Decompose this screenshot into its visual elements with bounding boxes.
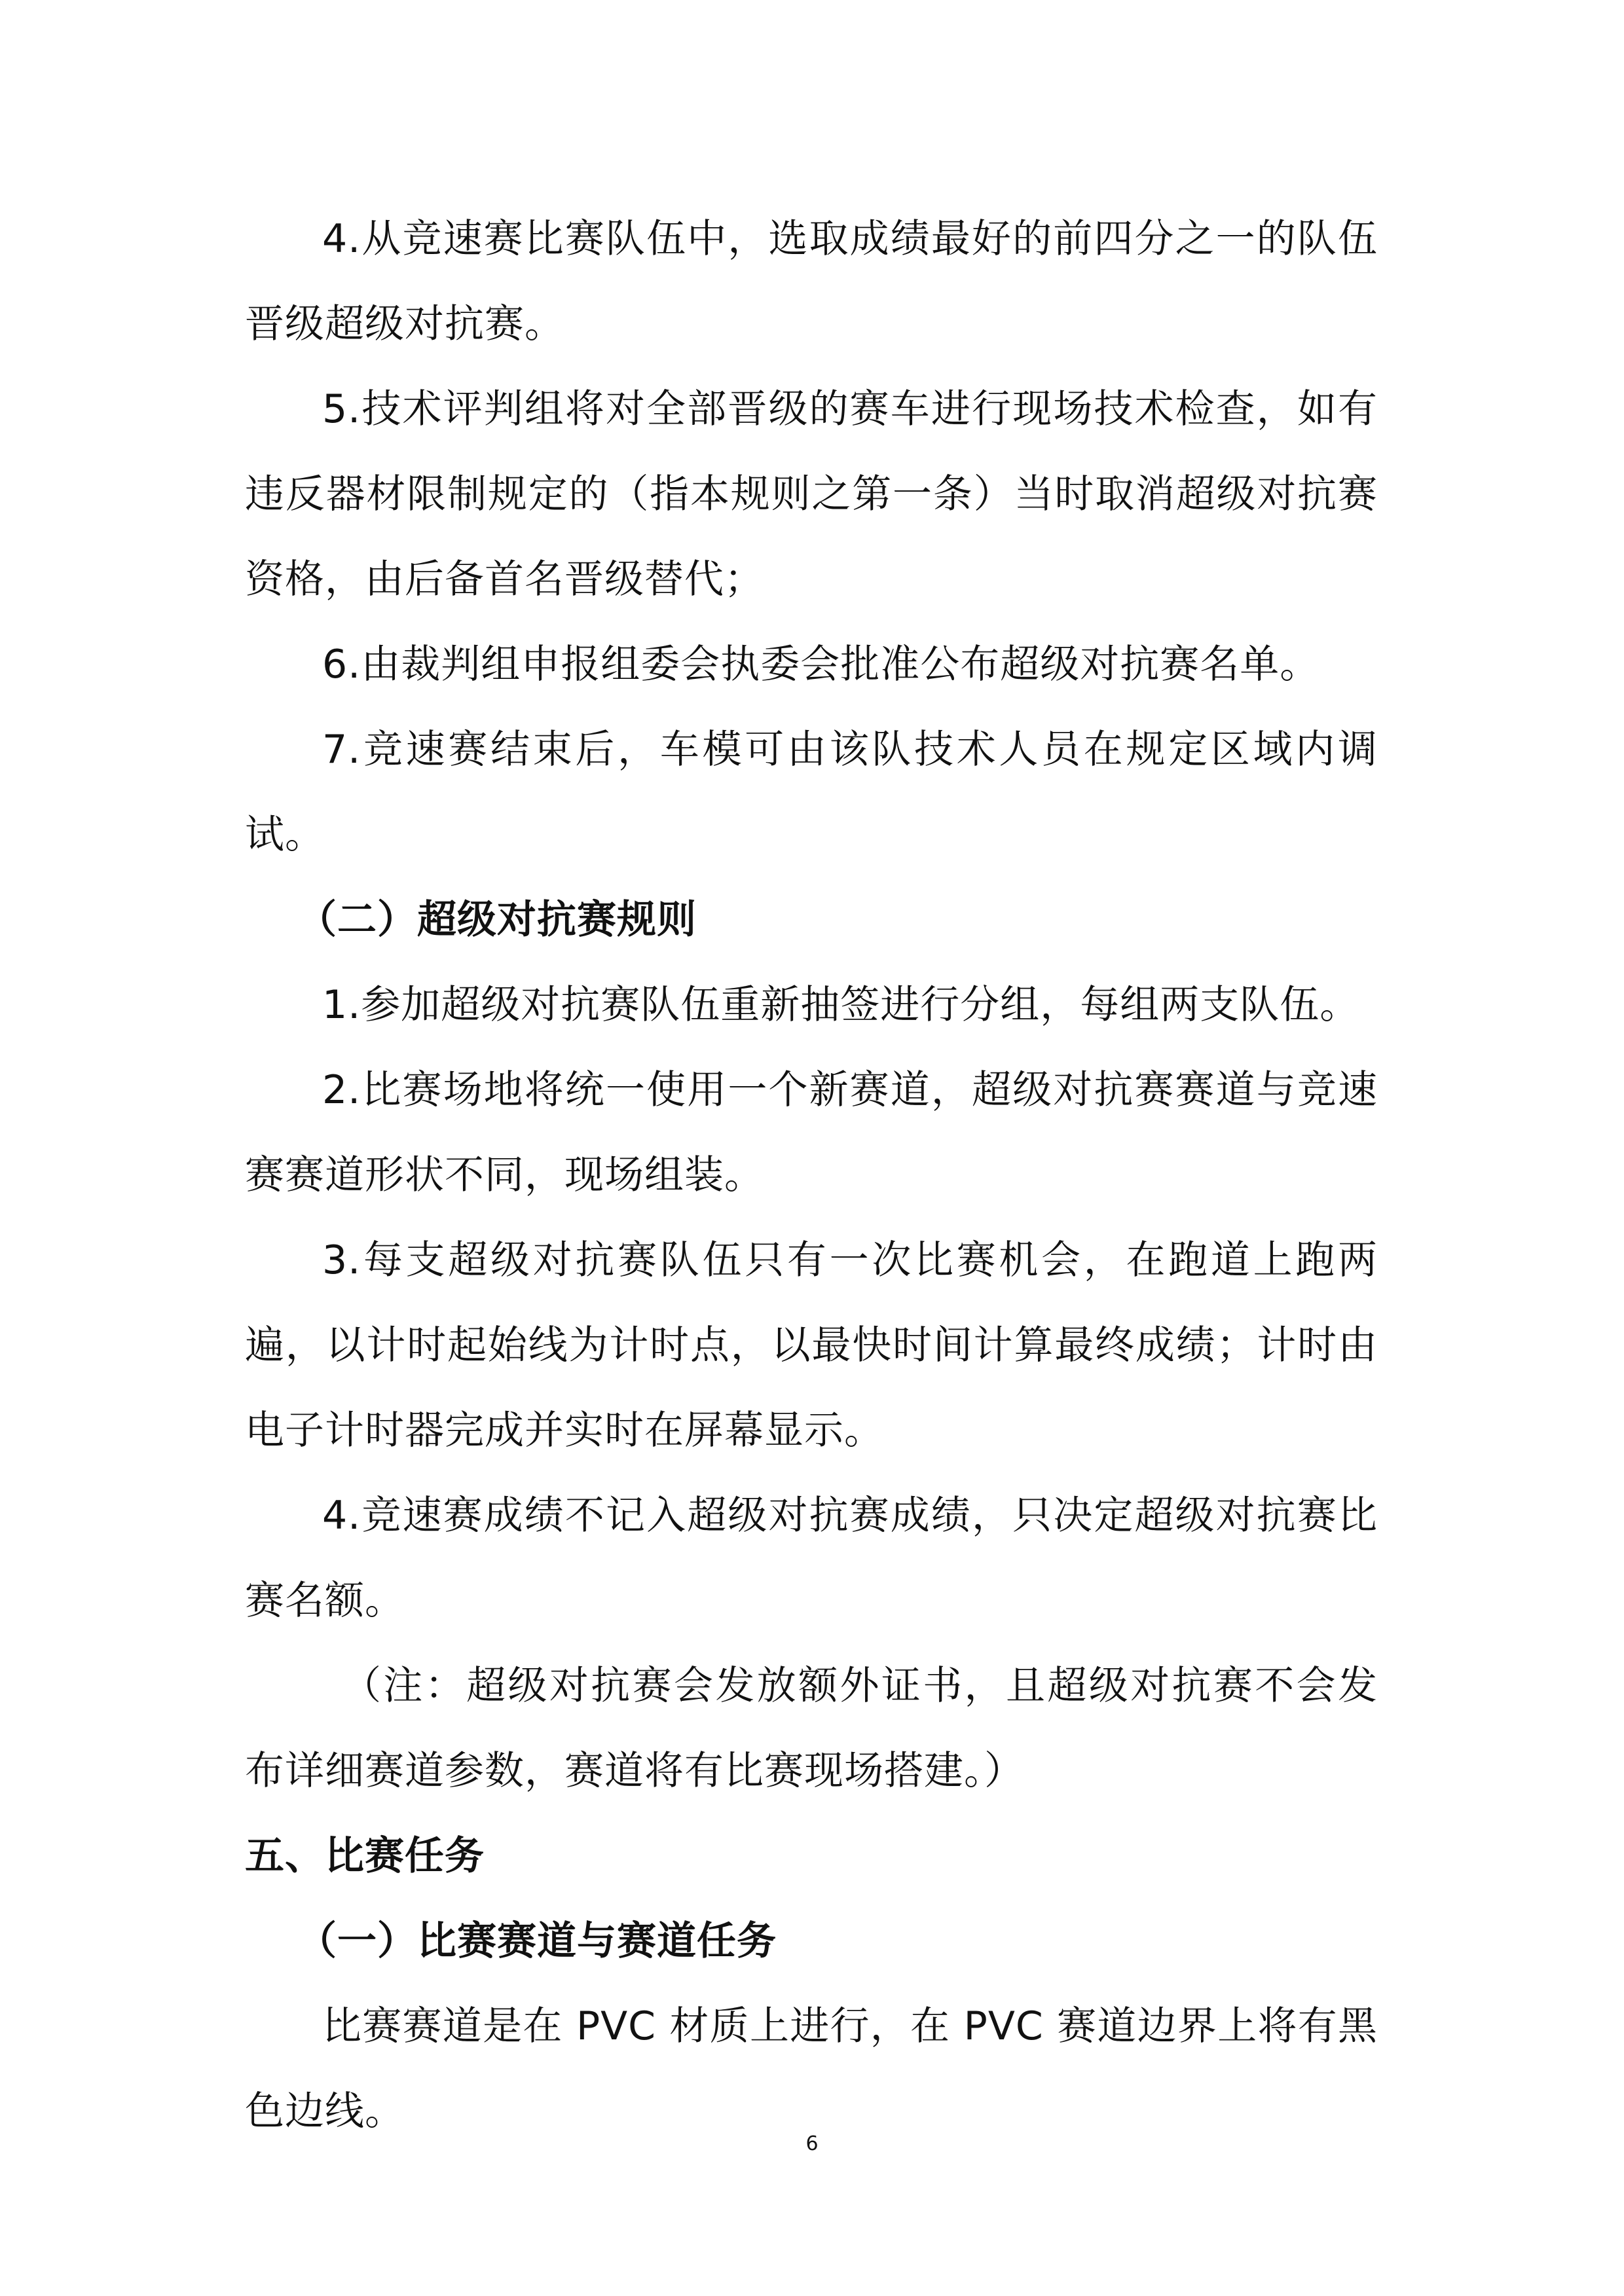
paragraph-debugging: 7.竞速赛结束后，车模可由该队技术人员在规定区域内调试。 (245, 727, 1378, 858)
document-body (245, 196, 1378, 2154)
page-number: 6 (805, 2132, 819, 2155)
paragraph-publish-list: 6.由裁判组申报组委会执委会批准公布超级对抗赛名单。 (322, 642, 1320, 687)
paragraph-timing: 3.每支超级对抗赛队伍只有一次比赛机会，在跑道上跑两遍，以计时起始线为计时点，以最快时间计算最终成绩；计时由电子计时器完成并实时在屏幕显示。 (245, 1237, 1378, 1453)
paragraph-note: （注：超级对抗赛会发放额外证书，且超级对抗赛不会发布详细赛道参数，赛道将有比赛现场搭建。） (245, 1663, 1378, 1794)
section-heading-track-tasks: （一）比赛赛道与赛道任务 (297, 1918, 777, 1964)
paragraph-score-not-counted: 4.竞速赛成绩不记入超级对抗赛成绩，只决定超级对抗赛比赛名额。 (245, 1493, 1378, 1624)
paragraph-grouping: 1.参加超级对抗赛队伍重新抽签进行分组，每组两支队伍。 (322, 982, 1360, 1028)
paragraph-technical-inspection: 5.技术评判组将对全部晋级的赛车进行现场技术检查，如有违反器材限制规定的（指本规则之第一条）当时取消超级对抗赛资格，由后备首名晋级替代； (245, 386, 1378, 602)
paragraph-new-track: 2.比赛场地将统一使用一个新赛道，超级对抗赛赛道与竞速赛赛道形状不同，现场组装。 (245, 1067, 1378, 1198)
paragraph-advance-quarter: 4.从竞速赛比赛队伍中，选取成绩最好的前四分之一的队伍晋级超级对抗赛。 (245, 216, 1378, 347)
section-heading-super-rules: （二）超级对抗赛规则 (297, 897, 697, 943)
section-heading-tasks: 五、比赛任务 (245, 1833, 485, 1879)
paragraph-pvc-track: 比赛赛道是在 PVC 材质上进行，在 PVC 赛道边界上将有黑色边线。 (245, 2003, 1378, 2134)
